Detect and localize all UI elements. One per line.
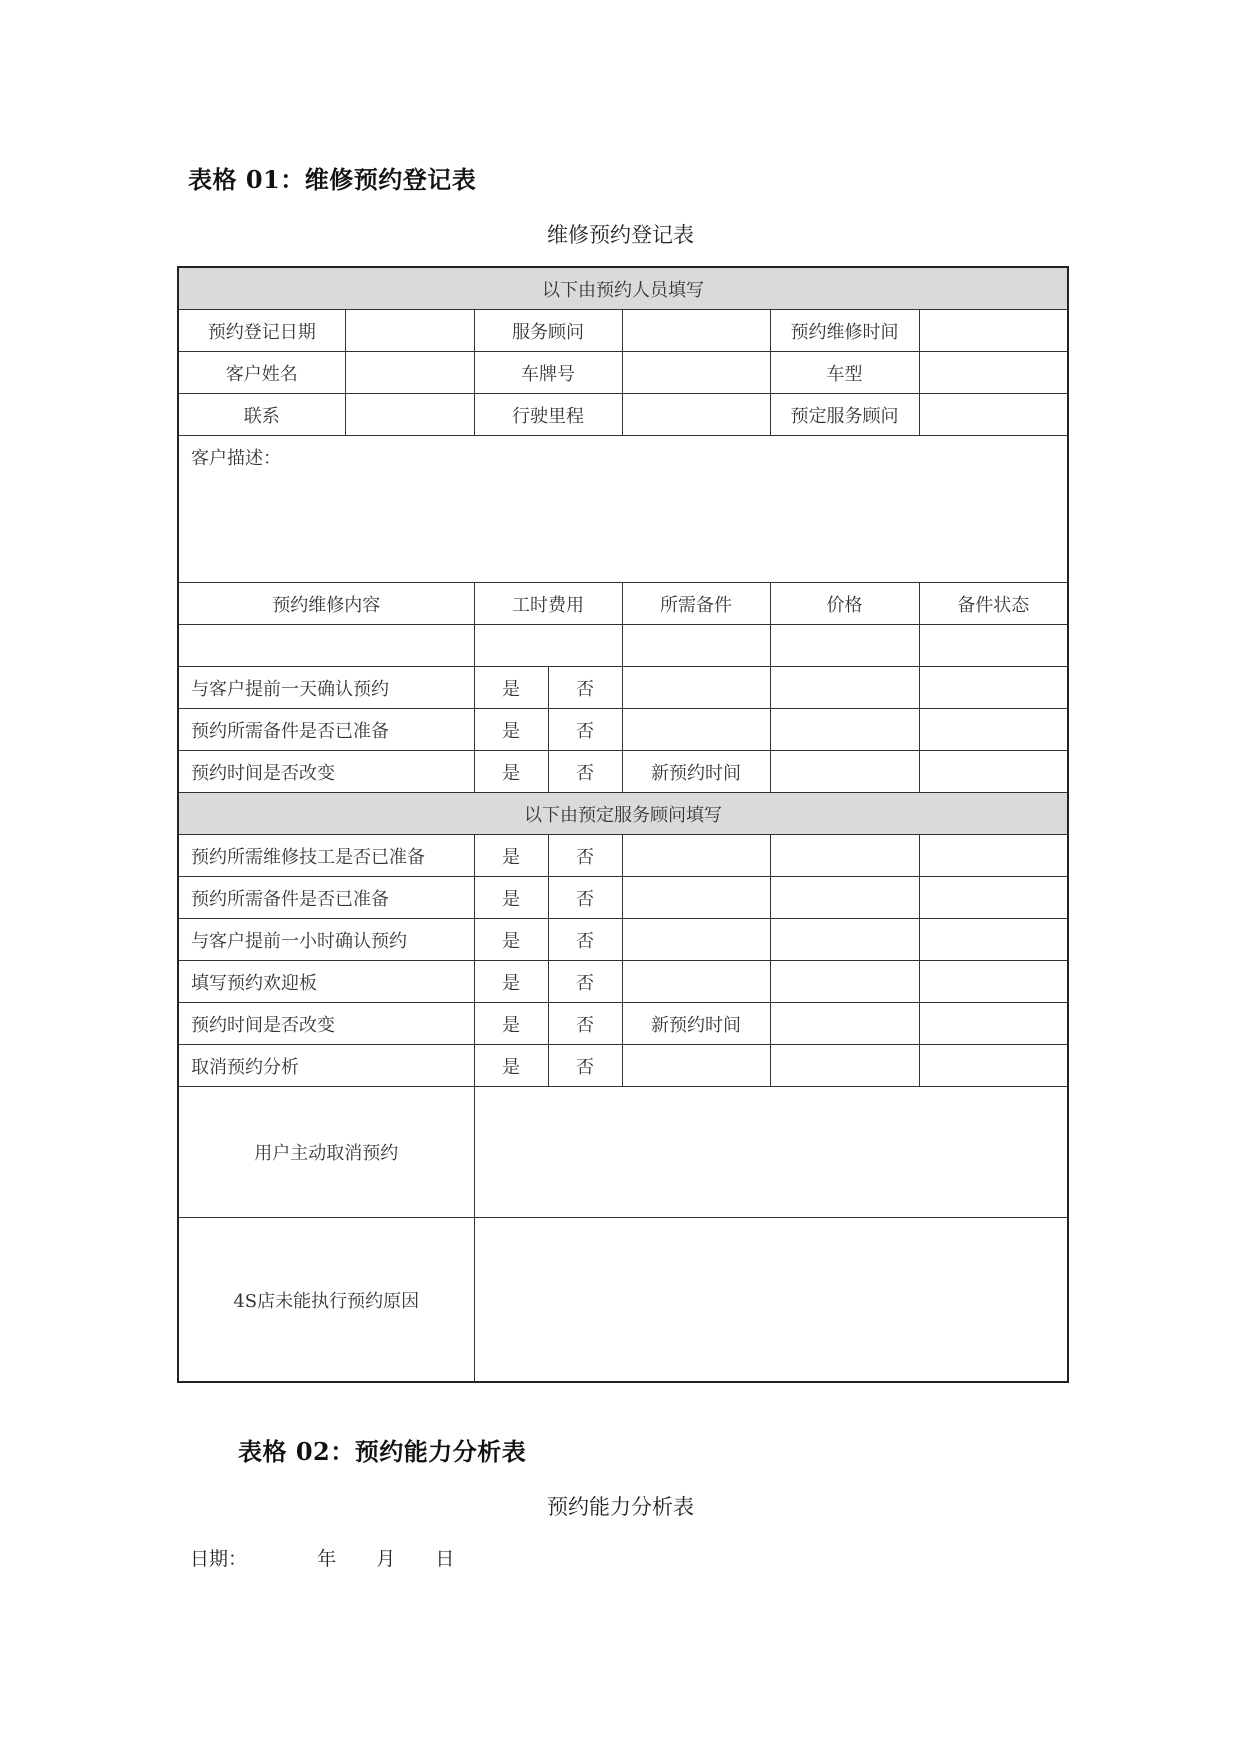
form-caption: 维修预约登记表: [547, 223, 694, 247]
blank-cell[interactable]: [622, 667, 770, 709]
check-label: 预约所需备件是否已准备: [178, 877, 474, 919]
blank-cell[interactable]: [770, 625, 919, 667]
info-value-cell[interactable]: [622, 352, 770, 394]
check-label: 填写预约欢迎板: [178, 961, 474, 1003]
cancel-store-notes[interactable]: [474, 1218, 1068, 1383]
new-time-label: 新预约时间: [622, 751, 770, 793]
blank-cell[interactable]: [622, 709, 770, 751]
year-label: 年: [317, 1548, 337, 1570]
new-time-label: 新预约时间: [622, 1003, 770, 1045]
no-option[interactable]: 否: [548, 751, 622, 793]
check-label: 预约时间是否改变: [178, 1003, 474, 1045]
no-option[interactable]: 否: [548, 709, 622, 751]
cancel-user-label: 用户主动取消预约: [178, 1087, 474, 1218]
cancel-store-label: 4S店未能执行预约原因: [178, 1218, 474, 1383]
info-row: [178, 310, 1068, 352]
blank-cell[interactable]: [919, 709, 1068, 751]
info-label: 预约登记日期: [178, 310, 345, 352]
yes-option[interactable]: 是: [474, 709, 548, 751]
check-row: [178, 919, 1068, 961]
blank-cell[interactable]: [622, 961, 770, 1003]
check-row: [178, 751, 1068, 793]
info-label: 车牌号: [474, 352, 622, 394]
info-value-cell[interactable]: [919, 352, 1068, 394]
info-value-cell[interactable]: [919, 310, 1068, 352]
blank-cell[interactable]: [919, 625, 1068, 667]
day-label: 日: [435, 1548, 455, 1570]
band-label: 以下由预约人员填写: [178, 267, 1068, 310]
content-blank-row: [178, 625, 1068, 667]
blank-cell[interactable]: [770, 961, 919, 1003]
check-row: [178, 667, 1068, 709]
info-label: 行驶里程: [474, 394, 622, 436]
info-label: 预定服务顾问: [770, 394, 919, 436]
info-label: 预约维修时间: [770, 310, 919, 352]
blank-cell[interactable]: [919, 667, 1068, 709]
info-value-cell[interactable]: [345, 352, 474, 394]
customer-desc-cell[interactable]: [178, 436, 1068, 583]
no-option[interactable]: 否: [548, 1003, 622, 1045]
no-option[interactable]: 否: [548, 1045, 622, 1087]
content-header-row: [178, 583, 1068, 625]
yes-option[interactable]: 是: [474, 961, 548, 1003]
blank-cell[interactable]: [622, 877, 770, 919]
check-row: [178, 961, 1068, 1003]
no-option[interactable]: 否: [548, 961, 622, 1003]
cancel-user-row: [178, 1087, 1068, 1218]
header-labor-cost: 工时费用: [474, 583, 622, 625]
info-label: 客户姓名: [178, 352, 345, 394]
info-label: 车型: [770, 352, 919, 394]
info-value-cell[interactable]: [919, 394, 1068, 436]
blank-cell[interactable]: [770, 835, 919, 877]
yes-option[interactable]: 是: [474, 1003, 548, 1045]
blank-cell[interactable]: [770, 751, 919, 793]
section2-heading: 表格 02：预约能力分析表: [238, 1437, 527, 1466]
yes-option[interactable]: 是: [474, 667, 548, 709]
blank-cell[interactable]: [178, 625, 474, 667]
yes-option[interactable]: 是: [474, 919, 548, 961]
blank-cell[interactable]: [622, 625, 770, 667]
section1-heading: 表格 01：维修预约登记表: [188, 165, 477, 194]
blank-cell[interactable]: [474, 625, 622, 667]
info-value-cell[interactable]: [622, 310, 770, 352]
info-label: 联系: [178, 394, 345, 436]
customer-desc-label: 客户描述：: [191, 448, 281, 469]
info-value-cell[interactable]: [622, 394, 770, 436]
blank-cell[interactable]: [919, 961, 1068, 1003]
customer-desc-row: [178, 436, 1068, 583]
check-row: [178, 877, 1068, 919]
blank-cell[interactable]: [770, 667, 919, 709]
no-option[interactable]: 否: [548, 835, 622, 877]
check-row: [178, 1045, 1068, 1087]
check-row: [178, 1003, 1068, 1045]
check-row: [178, 709, 1068, 751]
blank-cell[interactable]: [770, 1045, 919, 1087]
appointment-form-table: [177, 266, 1069, 1383]
blank-cell[interactable]: [622, 1045, 770, 1087]
check-label: 与客户提前一小时确认预约: [178, 919, 474, 961]
check-label: 预约所需备件是否已准备: [178, 709, 474, 751]
blank-cell[interactable]: [919, 751, 1068, 793]
month-label: 月: [376, 1548, 396, 1570]
blank-cell[interactable]: [622, 835, 770, 877]
header-parts-status: 备件状态: [919, 583, 1068, 625]
blank-cell[interactable]: [770, 1003, 919, 1045]
blank-cell[interactable]: [919, 877, 1068, 919]
check-row: [178, 835, 1068, 877]
info-row: [178, 394, 1068, 436]
date-line: [190, 1544, 454, 1571]
no-option[interactable]: 否: [548, 919, 622, 961]
check-label: 取消预约分析: [178, 1045, 474, 1087]
no-option[interactable]: 否: [548, 877, 622, 919]
yes-option[interactable]: 是: [474, 1045, 548, 1087]
info-label: 服务顾问: [474, 310, 622, 352]
yes-option[interactable]: 是: [474, 835, 548, 877]
blank-cell[interactable]: [622, 919, 770, 961]
info-value-cell[interactable]: [345, 394, 474, 436]
blank-cell[interactable]: [919, 1003, 1068, 1045]
info-value-cell[interactable]: [345, 310, 474, 352]
analysis-caption: 预约能力分析表: [547, 1495, 694, 1519]
no-option[interactable]: 否: [548, 667, 622, 709]
blank-cell[interactable]: [919, 835, 1068, 877]
yes-option[interactable]: 是: [474, 877, 548, 919]
header-price: 价格: [770, 583, 919, 625]
cancel-user-notes[interactable]: [474, 1087, 1068, 1218]
date-label: 日期：: [190, 1548, 248, 1570]
blank-cell[interactable]: [919, 919, 1068, 961]
cancel-store-row: [178, 1218, 1068, 1383]
check-label: 与客户提前一天确认预约: [178, 667, 474, 709]
blank-cell[interactable]: [770, 709, 919, 751]
yes-option[interactable]: 是: [474, 751, 548, 793]
blank-cell[interactable]: [770, 919, 919, 961]
band-label: 以下由预定服务顾问填写: [178, 793, 1068, 835]
info-row: [178, 352, 1068, 394]
header-repair-content: 预约维修内容: [178, 583, 474, 625]
blank-cell[interactable]: [770, 877, 919, 919]
blank-cell[interactable]: [919, 1045, 1068, 1087]
band-row: [178, 267, 1068, 310]
check-label: 预约所需维修技工是否已准备: [178, 835, 474, 877]
check-label: 预约时间是否改变: [178, 751, 474, 793]
header-parts: 所需备件: [622, 583, 770, 625]
band-row: [178, 793, 1068, 835]
